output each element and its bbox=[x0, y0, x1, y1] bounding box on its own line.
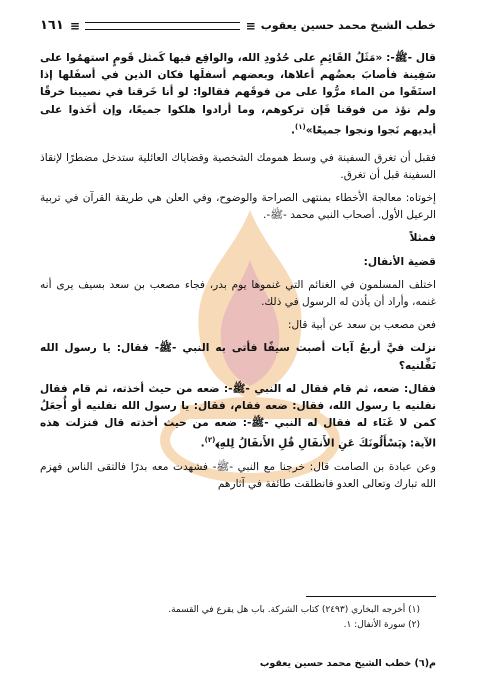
page-header bbox=[40, 18, 436, 33]
page-footer: م(٦) خطب الشيخ محمد حسين يعقوب bbox=[259, 658, 436, 669]
paragraph-sword-request: نزلت فيَّ أربعُ آيات أصبت سيفًا فأتى به النبي -ﷺ- فقال: يا رسول الله نَفِّلنيه؟ bbox=[40, 342, 436, 372]
header-ornament-left: ≡ bbox=[69, 18, 79, 33]
footnote-ref-1: (١) bbox=[295, 122, 306, 131]
paragraph-badr-dispute: اختلف المسلمون في الغنائم التي غنموها يوم بدر، فجاء مصعب بن سعد بسيف يرى أنه غنمه، وأراد أن يأذن له الرسول في ذلك. bbox=[40, 278, 436, 308]
header-rule bbox=[85, 22, 240, 30]
header-ornament-right: ≡ bbox=[245, 18, 255, 33]
hadith-paragraph: قال -ﷺ-: «مَثَلُ القَائِمِ على حُدُودِ الله، والواقِع فيها كَمثل قَومٍ استهمُوا على سَفِينة فأصابَ بعضُهم أعلاها، وبعضهم أسفلَها فكان الذين في أسفَلها إذا استَقَوا من الماء مرُّوا على من فوقَهم فقالوا: لو أنا خَرقنا في نصيبنا خرقًا ولم نؤذ من فوقنا فَإن تركوهم، وما أرادوا هلكوا جميعًا، وإن أخَذوا على أيديهم نَجوا ونجوا جميعًا»$^{(١)}$. bbox=[40, 52, 436, 137]
paragraph-place-it: فقال: ضعه، ثم قام فقال له النبي -ﷺ-: ضعه من حيث أخذته، ثم قام فقال نفلنيه يا رسول الله، فقال: ضعه فقام، فقال: يا رسول الله نفلنيه أو أُجعَلُ كمن لا غَنَاء له فقال له النبي -ﷺ-: ضعه من حيث أخذته قال فنزلت هذه الآية: ﴿يَسْأَلُونَكَ عَنِ الأَنفَالِ قُلِ الأَنفَالُ لِلهِ﴾$^{(٢)}$. bbox=[40, 382, 436, 450]
page-number: ١٦١ bbox=[40, 18, 64, 33]
hadith-text: قال -ﷺ-: «مَثَلُ القَائِمِ على حُدُودِ الله، والواقِع فيها كَمثل قَومٍ استهمُوا على سَفِينة فأصابَ بعضُهم أعلاها، وبعضهم أسفلَها فكان الذين في أسفَلها إذا استَقَوا من الماء مرُّوا على من فوقَهم فقالوا: لو أنا خَرقنا في نصيبنا خرقًا ولم نؤذ من فوقنا فَإن تركوهم، وما أرادوا هلكوا جميعًا، وإن أخَذوا على أيديهم نَجوا ونجوا جميعًا» bbox=[40, 52, 436, 137]
header-title: خطب الشيخ محمد حسين يعقوب bbox=[260, 19, 436, 32]
footnotes bbox=[40, 603, 420, 633]
place-it-text: فقال: ضعه، ثم قام فقال له النبي -ﷺ-: ضعه من حيث أخذته، ثم قام فقال نفلنيه يا رسول الله، فقال: ضعه فقام، فقال: يا رسول الله نفلنيه أو أُجعَلُ كمن لا غَنَاء له فقال له النبي -ﷺ-: ضعه من حيث أخذته قال فنزلت هذه الآية: ﴿يَسْأَلُونَكَ عَنِ الأَنفَالِ قُلِ الأَنفَالُ لِلهِ﴾ bbox=[40, 382, 436, 450]
footnote-ref-2: (٢) bbox=[204, 436, 216, 445]
label-for-example: فمثلاً bbox=[409, 232, 436, 245]
paragraph-narration-intro: فعن مصعب بن سعد عن أبية قال: bbox=[287, 319, 436, 332]
section-heading-anfal: قضية الأنفال: bbox=[363, 255, 436, 268]
footnote-divider bbox=[306, 596, 436, 597]
footnote-item: (١) أخرجه البخاري (٢٤٩٣) كتاب الشركة. باب هل يقرع في القسمة. bbox=[168, 605, 420, 615]
paragraph-ubada: وعن عبادة بن الصامت قال: خرجنا مع النبي -ﷺ- فشهدت معه بدرًا فالتقى الناس فهزم الله تبارك وتعالى العدو فانطلقت طائفة في آثارهم bbox=[40, 461, 436, 491]
footnote-item: (٢) سورة الأنفال: ١. bbox=[343, 620, 420, 630]
paragraph-ship: فقبل أن تغرق السفينة في وسط همومك الشخصية وقضاياك العائلية ستدخل مضطرًا لإنقاذ السفينة قبل أن تغرق. bbox=[40, 151, 436, 181]
paragraph-brothers: إخوتاه: معالجة الأخطاء بمنتهى الصراحة والوضوح، وفي العلن هي طريقة القرآن في تربية الرعيل الأول. أصحاب النبي محمد -ﷺ-. bbox=[40, 191, 436, 222]
page-body bbox=[40, 50, 436, 500]
